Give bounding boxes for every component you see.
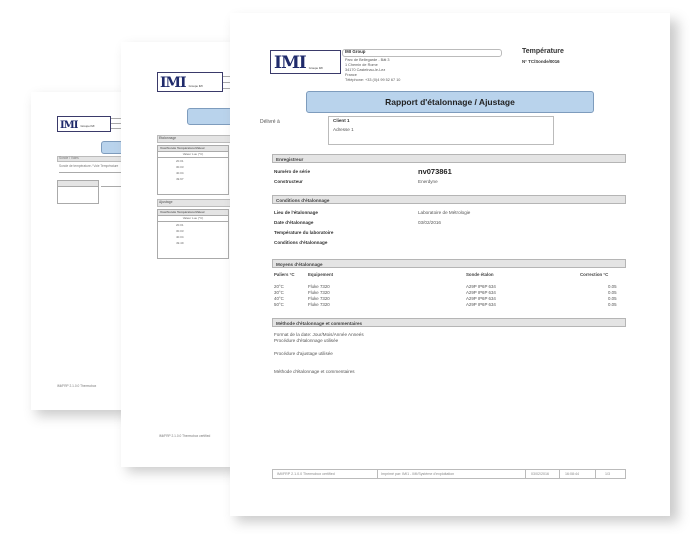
cond-label: Lieu de l'étalonnage (274, 210, 318, 215)
cell-equipement: Fluke 7320 (308, 284, 330, 289)
methode-line: Format de la date: Jour/Mois/Année Anneés (274, 332, 364, 337)
front-logo-sub: Groupe IMI (308, 66, 323, 70)
middle-table-1-head: Voie/Sonde Température/Valeur (158, 146, 228, 152)
page-footer (272, 469, 626, 479)
cell-correction: 0.05 (608, 302, 617, 307)
report-banner: Rapport d'étalonnage / Ajustage (306, 91, 594, 113)
company-name-box (342, 49, 502, 57)
middle-value: 30.03 (176, 165, 184, 169)
middle-table-2-head: Voie/Sonde Température/Valeur (158, 210, 228, 216)
back-line: Sonde de température / Voie Température (59, 164, 119, 168)
cond-label: Date d'étalonnage (274, 220, 314, 225)
cell-sonde: A29P IP6P 634 (466, 296, 496, 301)
footer-divider (559, 470, 560, 478)
table-row (272, 302, 626, 308)
middle-value: 30.03 (176, 229, 184, 233)
footer-time: 16:08:44 (565, 472, 579, 476)
back-logo-sub: Groupe IMI (80, 124, 95, 128)
back-logo (57, 116, 111, 132)
middle-value: 49.49 (176, 241, 184, 245)
middle-table-1 (157, 145, 229, 195)
cell-correction: 0.05 (608, 284, 617, 289)
methode-line: Procédure d'étalonnage utilisée (274, 338, 339, 343)
address-line: France (345, 73, 357, 77)
cell-equipement: Fluke 7320 (308, 296, 330, 301)
back-mini-table (57, 180, 99, 204)
middle-value: 49.97 (176, 177, 184, 181)
deliver-label: Délivré à (260, 119, 280, 125)
address-line: 34170 Castelnau-le-Lez (345, 68, 386, 72)
footer-divider (377, 470, 378, 478)
client-box (328, 116, 554, 145)
footer-printed-by: Imprimé par: IMI1 - IMI/Système d'exploitation (381, 472, 455, 476)
section-conditions: Conditions d'étalonnage (272, 195, 626, 204)
report-number: N° TC/Sonde/0016 (522, 59, 560, 64)
cell-palier: 40°C (274, 296, 284, 301)
back-section-title: Sonde / Voies (59, 156, 79, 160)
middle-table-2 (157, 209, 229, 259)
client-name: Client 1 (333, 118, 350, 123)
serial-value: nv073861 (418, 167, 452, 176)
footer-divider (525, 470, 526, 478)
middle-logo (157, 72, 223, 92)
middle-logo-text: IMI (160, 75, 186, 91)
front-logo-text: IMI (274, 53, 306, 73)
middle-footer: IMI/FRP 2.1.0.0 Thermobox certified (159, 434, 211, 438)
cell-palier: 20°C (274, 284, 284, 289)
cell-sonde: A29P IP6P 634 (466, 302, 496, 307)
section-enregistreur: Enregistreur (272, 154, 626, 163)
middle-section-title: Etalonnage (159, 136, 177, 140)
middle-value: 40.04 (176, 235, 184, 239)
col-sonde: Sonde étalon (466, 272, 494, 277)
middle-table-1-sub: Valeur Lue (°C) (158, 152, 228, 158)
col-equipement: Equipement (308, 272, 334, 277)
col-palier: Paliers °C (274, 272, 295, 277)
front-logo (270, 50, 341, 74)
cell-sonde: A29P IP6P 634 (466, 284, 496, 289)
cond-label: Conditions d'étalonnage (274, 240, 328, 245)
footer-date: 03/02/2016 (531, 472, 549, 476)
section-moyens: Moyens d'étalonnage (272, 259, 626, 268)
front-sheet (230, 13, 670, 516)
address-line: 1 Chemin de Rome (345, 63, 378, 67)
cell-sonde: A29P IP6P 634 (466, 290, 496, 295)
company-name: IMI Group (345, 49, 366, 54)
cond-value: Laboratoire de Métrologie (418, 210, 471, 215)
address-line: Parc de Bellegarde - Bât 3 (345, 58, 390, 62)
maker-label: Constructeur (274, 179, 303, 184)
serial-label: Numéro de série (274, 169, 310, 174)
comment-line: Méthode d'étalonnage et commentaires (274, 369, 355, 374)
section-methode: Méthode d'étalonnage et commentaires (272, 318, 626, 327)
middle-section-title: Ajustage (159, 200, 173, 204)
back-logo-text: IMI (60, 120, 78, 131)
footer-divider (595, 470, 596, 478)
cell-palier: 50°C (274, 302, 284, 307)
cell-correction: 0.05 (608, 290, 617, 295)
col-correction: Correction °C (580, 272, 609, 277)
report-type-title: Température (522, 48, 564, 55)
footer-software: IMI/FRP 2.1.0.0 Thermobox certified (277, 472, 335, 476)
address-line: Téléphone: +33 (0)4 99 52 67 10 (345, 78, 401, 82)
middle-value: 20.01 (176, 159, 184, 163)
footer-page: 1/3 (605, 472, 610, 476)
middle-value: 40.04 (176, 171, 184, 175)
cond-label: Température du laboratoire (274, 230, 334, 235)
table-header (272, 272, 626, 278)
middle-logo-sub: Groupe IMI (188, 84, 203, 88)
cell-palier: 30°C (274, 290, 284, 295)
maker-value: Enerdyne (418, 179, 438, 184)
ajustage-line: Procédure d'ajustage utilisée (274, 351, 333, 356)
cond-value: 03/02/2016 (418, 220, 441, 225)
middle-table-2-sub: Valeur Lue (°C) (158, 216, 228, 222)
cell-equipement: Fluke 7320 (308, 302, 330, 307)
middle-value: 20.01 (176, 223, 184, 227)
client-address: Adresse 1 (333, 127, 354, 132)
cell-equipement: Fluke 7320 (308, 290, 330, 295)
cell-correction: 0.05 (608, 296, 617, 301)
back-footer: IMI/FRP 2.1.0.0 Thermobox (57, 384, 97, 388)
back-mini-table-head (58, 181, 98, 187)
